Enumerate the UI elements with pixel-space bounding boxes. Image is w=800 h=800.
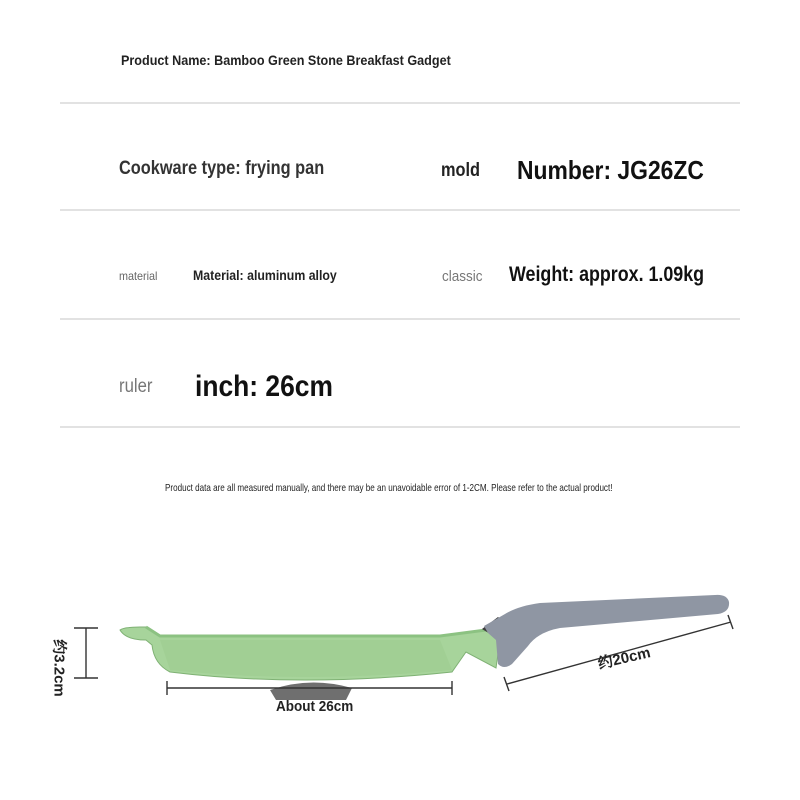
- model-number-text: Number: JG26ZC: [517, 155, 704, 185]
- pan-rim: [146, 627, 486, 636]
- ruler-label: ruler: [119, 376, 153, 397]
- diameter-dimension-label: About 26cm: [276, 698, 354, 715]
- handle-dimension-label: 约20cm: [596, 644, 653, 673]
- height-dimension-label: [45, 639, 75, 697]
- product-name-text: Product Name: Bamboo Green Stone Breakfast Gadget: [121, 52, 451, 68]
- weight-text: Weight: approx. 1.09kg: [509, 263, 705, 286]
- mold-label: mold: [441, 160, 481, 181]
- height-dimension-text: 约3.2cm: [50, 639, 68, 697]
- material-label: material: [119, 269, 158, 283]
- disclaimer-text: Product data are all measured manually, and there may be an unavoidable error of 1-2CM. Please refer to the actual product!: [165, 482, 613, 494]
- cookware-type-text: Cookware type: frying pan: [119, 158, 325, 179]
- classic-label: classic: [442, 268, 483, 285]
- pan-side: [160, 640, 452, 677]
- material-text: Material: aluminum alloy: [193, 267, 337, 283]
- size-text: inch: 26cm: [195, 370, 333, 403]
